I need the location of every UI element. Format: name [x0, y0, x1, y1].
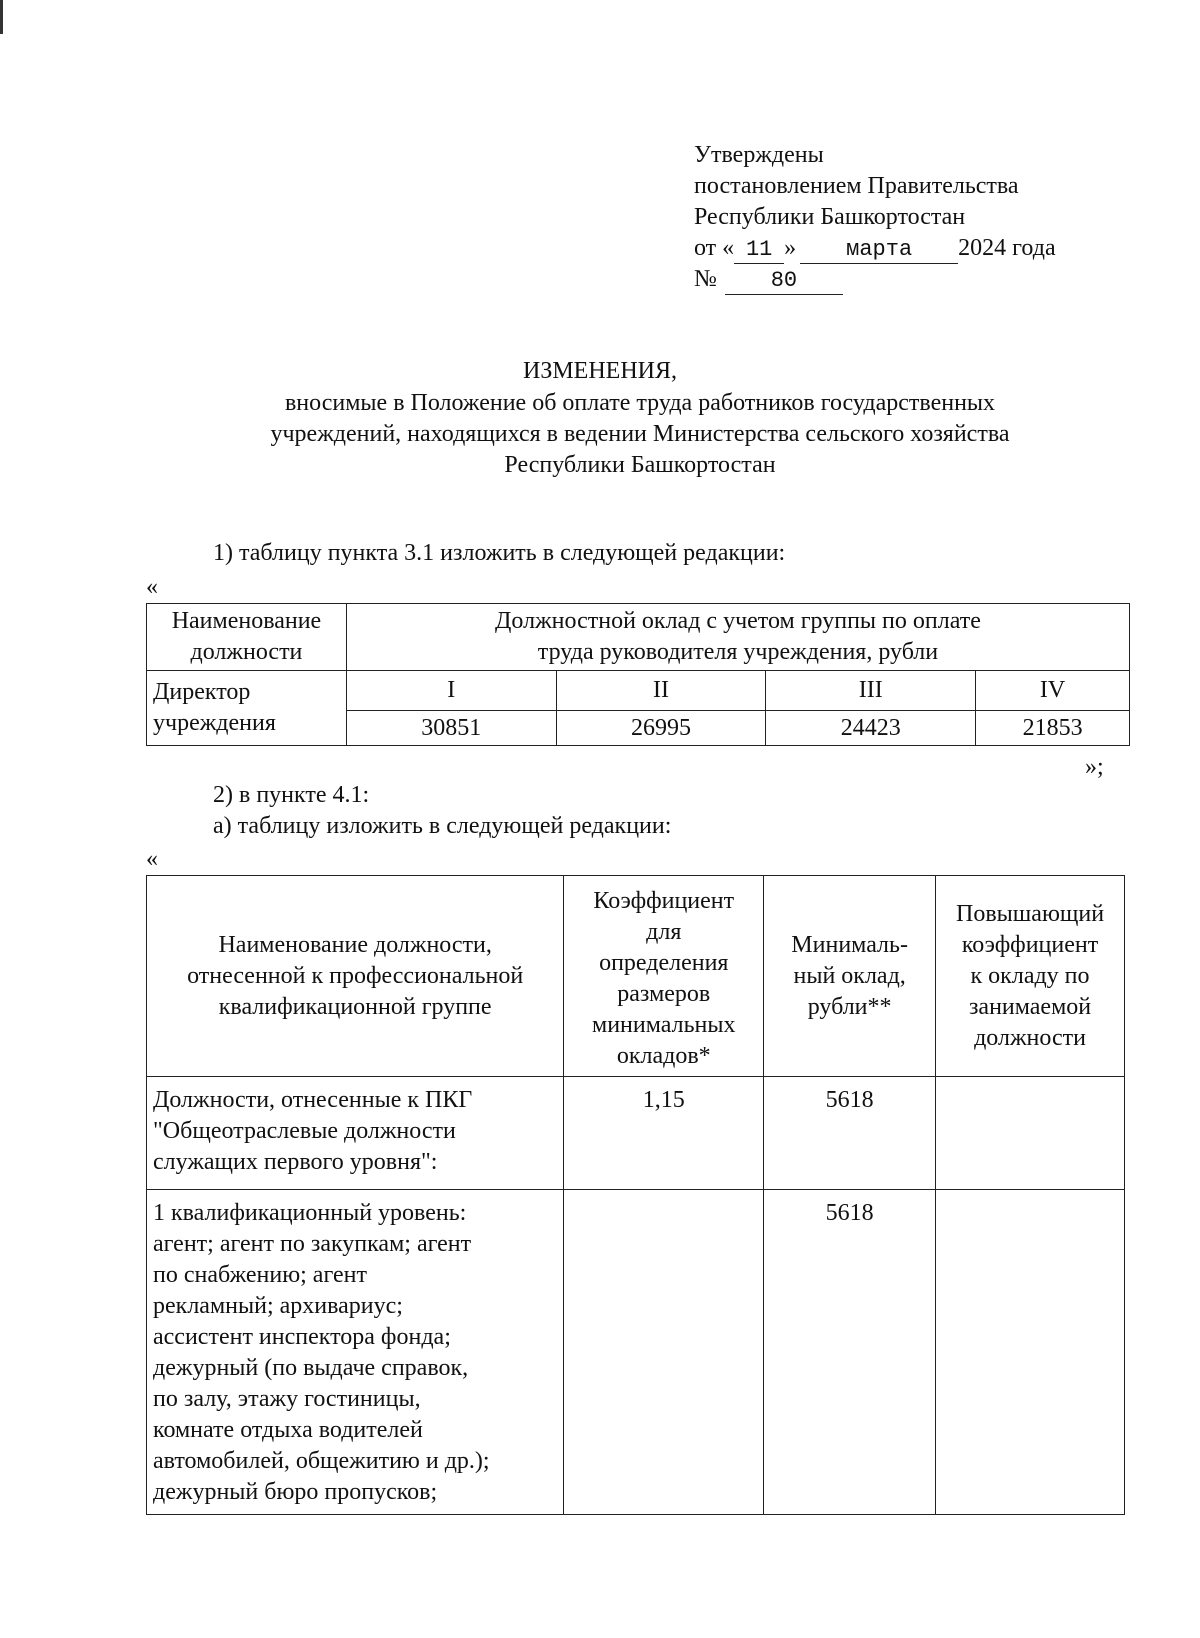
cell-line: квалификационной группе: [218, 993, 492, 1020]
cell-line: минимальных: [592, 1012, 736, 1038]
approval-number-line: [694, 264, 1154, 295]
date-year: 2024 года: [958, 235, 1056, 261]
cell-line: дежурный (по выдаче справок,: [153, 1355, 469, 1381]
cell-line: автомобилей, общежитию и др.);: [153, 1448, 490, 1474]
header-cell-position: [147, 604, 347, 671]
coefficient-cell: 1,15: [564, 1077, 764, 1190]
cell-line: служащих первого уровня":: [153, 1149, 438, 1175]
cell-line: занимаемой: [968, 993, 1092, 1020]
group-cell: IV: [976, 671, 1130, 711]
cell-line: размеров: [617, 981, 711, 1007]
cell-line: должности: [974, 1024, 1086, 1051]
item-2-text: 2) в пункте 4.1:: [213, 782, 370, 808]
cell-line: дежурный бюро пропусков;: [153, 1479, 438, 1505]
raising-coefficient-cell: [936, 1190, 1125, 1515]
cell-line: по снабжению; агент: [153, 1262, 367, 1288]
salary-cell: 24423: [766, 711, 976, 746]
salary-cell: 26995: [556, 711, 766, 746]
min-salary-cell: 5618: [764, 1190, 936, 1515]
open-quote-2: «: [146, 846, 158, 872]
cell-line: комнате отдыха водителей: [153, 1417, 423, 1443]
min-salary-cell: 5618: [764, 1077, 936, 1190]
header-cell-min-salary: [764, 876, 936, 1077]
cell-line: 1 квалификационный уровень:: [153, 1200, 467, 1226]
position-cell: [147, 1190, 564, 1515]
cell-line: Должностной оклад с учетом группы по оплате: [495, 608, 981, 634]
cell-line: по залу, этажу гостиницы,: [153, 1386, 421, 1412]
cell-line: Должности, отнесенные к ПКГ: [153, 1087, 473, 1113]
document-title: ИЗМЕНЕНИЯ,: [522, 358, 678, 384]
table-row: [147, 671, 1130, 711]
date-mid: »: [784, 235, 797, 261]
cell-line: Повышающий: [956, 900, 1105, 927]
cell-line: Наименование: [171, 608, 322, 634]
header-cell-raising-coefficient: [936, 876, 1125, 1077]
director-cell: [147, 671, 347, 746]
cell-line: окладов*: [616, 1043, 711, 1069]
approval-date-line: [694, 233, 1154, 264]
subtitle-line: вносимые в Положение об оплате труда работников государственных: [284, 390, 996, 416]
coefficient-cell: [564, 1190, 764, 1515]
cell-line: Минималь-: [791, 931, 908, 958]
group-cell: I: [346, 671, 556, 711]
group-cell: II: [556, 671, 766, 711]
table-row: [147, 1190, 1125, 1515]
date-prefix: от «: [694, 235, 735, 261]
table-row: [147, 1077, 1125, 1190]
subtitle-line: учреждений, находящихся в ведении Министерства сельского хозяйства: [270, 421, 1010, 447]
cell-line: к окладу по: [970, 962, 1090, 989]
document-number: 80: [725, 268, 843, 295]
item-1-text: 1) таблицу пункта 3.1 изложить в следующей редакции:: [213, 540, 786, 566]
position-cell: [147, 1077, 564, 1190]
cell-line: Директор: [153, 679, 251, 705]
document-subtitle: [150, 388, 1130, 481]
table-row: [147, 604, 1130, 671]
cell-line: ассистент инспектора фонда;: [153, 1324, 451, 1350]
cell-line: коэффициент: [961, 931, 1099, 958]
cell-line: рекламный; архивариус;: [153, 1293, 403, 1319]
cell-line: должности: [190, 639, 303, 665]
approval-line-1: Утверждены: [694, 142, 824, 168]
group-cell: III: [766, 671, 976, 711]
date-day: 11: [734, 237, 784, 264]
approval-line-2: постановлением Правительства: [694, 173, 1019, 199]
cell-line: для: [646, 919, 682, 945]
approval-block: [694, 140, 1154, 295]
salary-cell: 30851: [346, 711, 556, 746]
director-salary-table: [146, 603, 1130, 746]
header-cell-coefficient: [564, 876, 764, 1077]
header-cell-position: [147, 876, 564, 1077]
item-2a-text: а) таблицу изложить в следующей редакции:: [213, 813, 672, 839]
date-month: марта: [800, 237, 958, 264]
cell-line: учреждения: [153, 710, 276, 736]
cell-line: рубли**: [807, 993, 892, 1020]
raising-coefficient-cell: [936, 1077, 1125, 1190]
table-row: [147, 876, 1125, 1077]
cell-line: труда руководителя учреждения, рубли: [537, 639, 939, 665]
cell-line: определения: [599, 950, 729, 976]
cell-line: ный оклад,: [793, 962, 906, 989]
cell-line: "Общеотраслевые должности: [153, 1118, 456, 1144]
header-cell-salary: [346, 604, 1129, 671]
approval-line-3: Республики Башкортостан: [694, 204, 966, 230]
scan-edge-mark: [0, 0, 3, 34]
cell-line: отнесенной к профессиональной: [187, 962, 524, 989]
salary-cell: 21853: [976, 711, 1130, 746]
subtitle-line: Республики Башкортостан: [504, 452, 776, 478]
pkg-salary-table: [146, 875, 1125, 1515]
cell-line: Наименование должности,: [218, 931, 492, 958]
open-quote-1: «: [146, 574, 158, 600]
number-prefix: №: [694, 266, 717, 292]
cell-line: Коэффициент: [593, 888, 735, 914]
close-quote-1: »;: [1085, 754, 1104, 780]
cell-line: агент; агент по закупкам; агент: [153, 1231, 472, 1257]
